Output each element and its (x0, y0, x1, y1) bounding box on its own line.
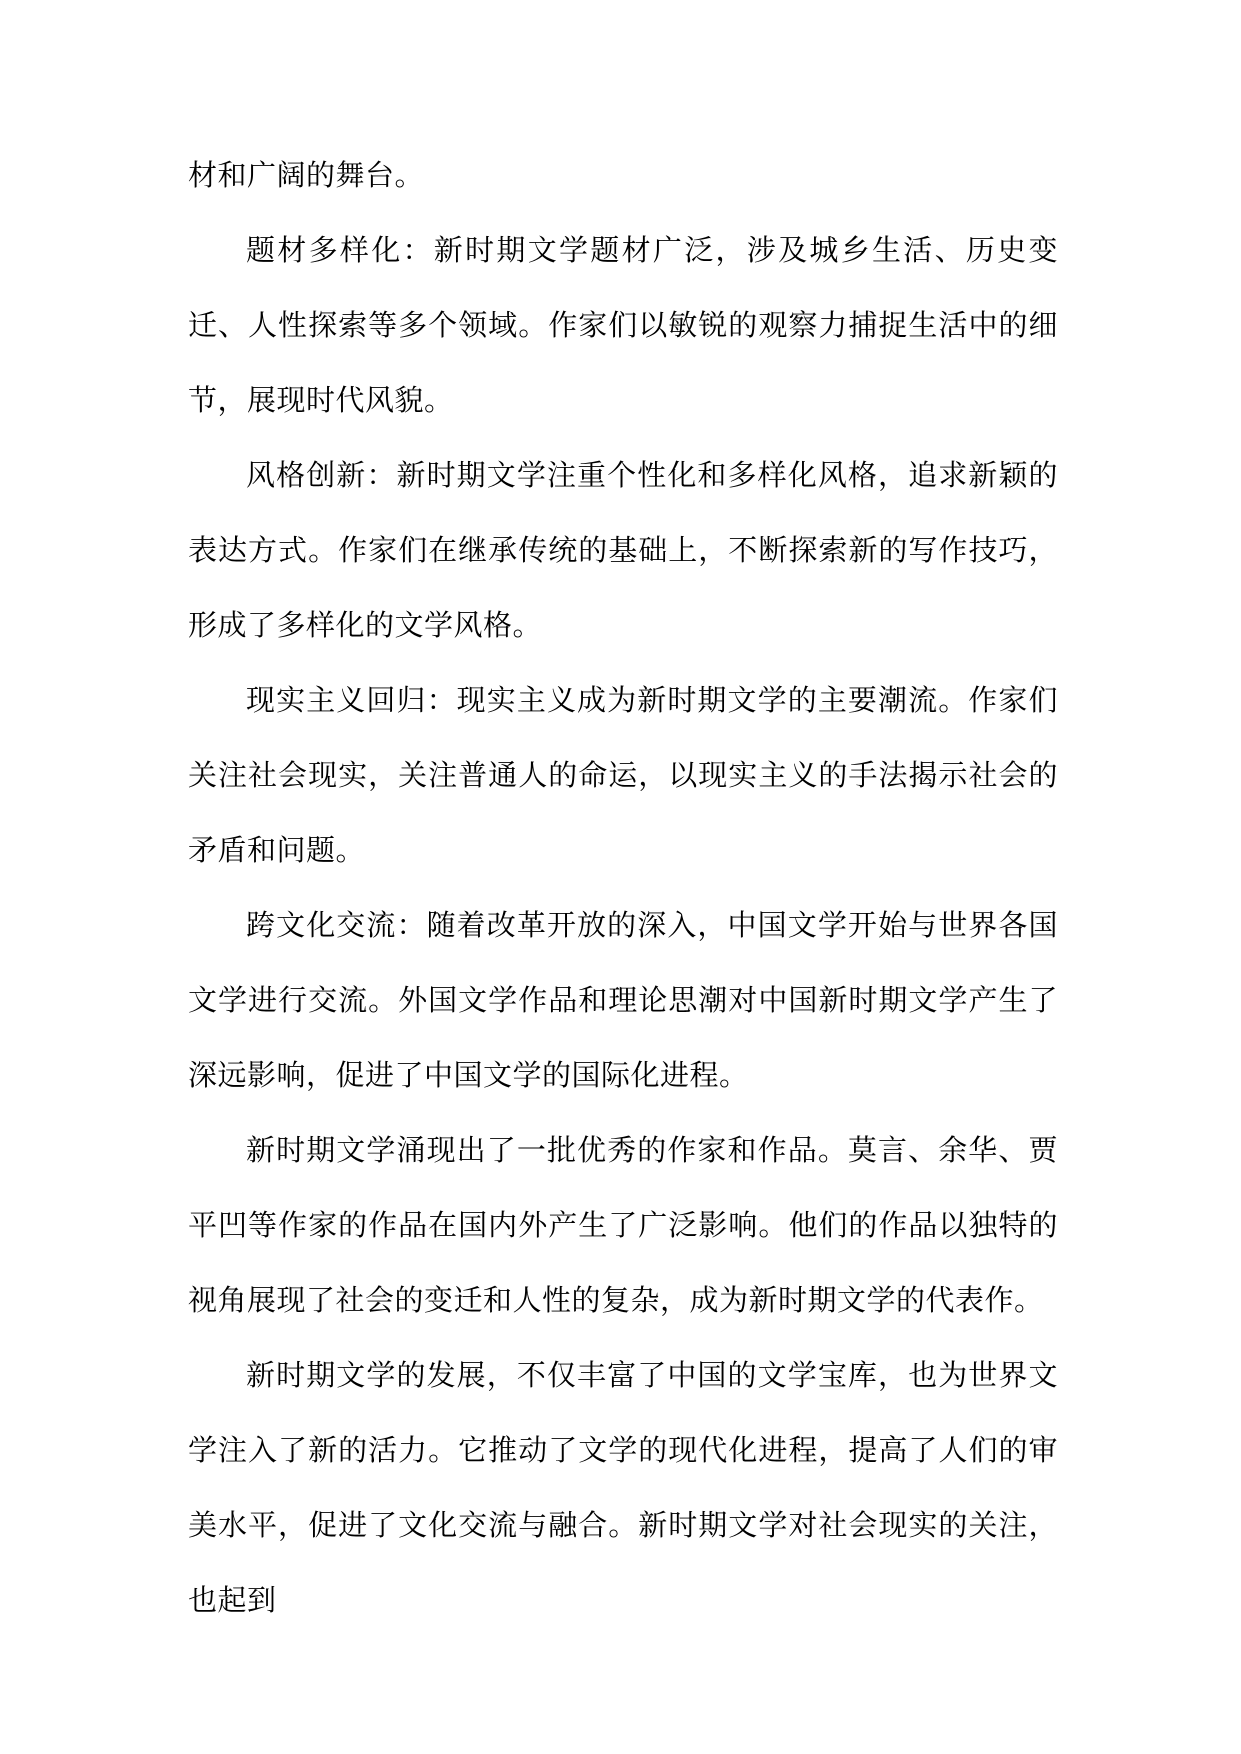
paragraph-continuation: 材和广阔的舞台。 (188, 158, 425, 192)
paragraph-significance: 新时期文学的发展，不仅丰富了中国的文学宝库，也为世界文学注入了新的活力。它推动了文学的现代化进程，提高了人们的审美水平，促进了文化交流与融合。新时期文学对社会现实的关注，也起到 (188, 1358, 1058, 1617)
paragraph-realism-return: 现实主义回归：现实主义成为新时期文学的主要潮流。作家们关注社会现实，关注普通人的命运，以现实主义的手法揭示社会的矛盾和问题。 (188, 683, 1058, 867)
paragraph-theme-diversity: 题材多样化：新时期文学题材广泛，涉及城乡生活、历史变迁、人性探索等多个领域。作家们以敏锐的观察力捕捉生活中的细节，展现时代风貌。 (188, 233, 1058, 417)
document-body (188, 138, 1058, 1638)
paragraph-style-innovation: 风格创新：新时期文学注重个性化和多样化风格，追求新颖的表达方式。作家们在继承传统的基础上，不断探索新的写作技巧，形成了多样化的文学风格。 (188, 458, 1058, 642)
paragraph-representative-writers: 新时期文学涌现出了一批优秀的作家和作品。莫言、余华、贾平凹等作家的作品在国内外产生了广泛影响。他们的作品以独特的视角展现了社会的变迁和人性的复杂，成为新时期文学的代表作。 (188, 1133, 1058, 1317)
paragraph-cross-cultural-exchange: 跨文化交流：随着改革开放的深入，中国文学开始与世界各国文学进行交流。外国文学作品和理论思潮对中国新时期文学产生了深远影响，促进了中国文学的国际化进程。 (188, 908, 1058, 1092)
